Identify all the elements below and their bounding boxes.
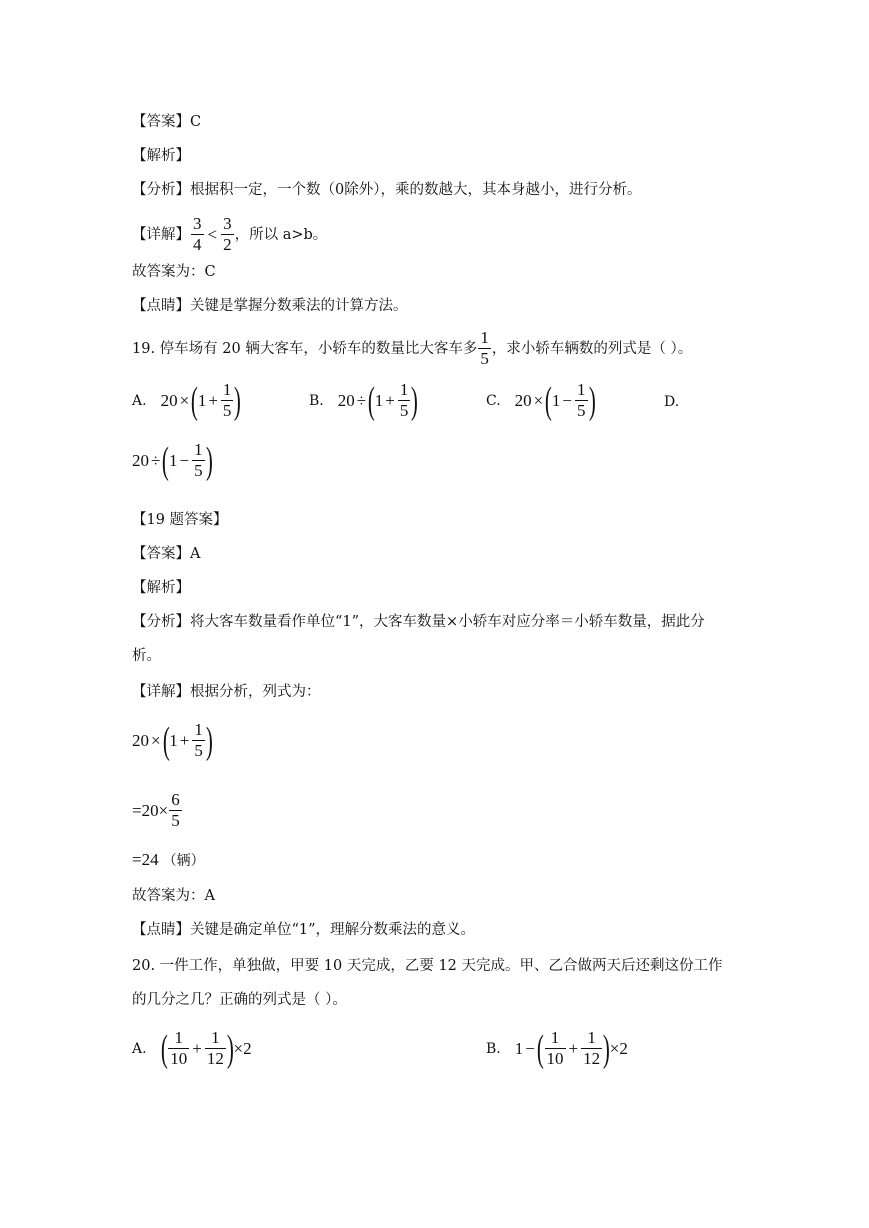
left-paren: ( <box>191 379 198 422</box>
q20-option-a-frac1 <box>168 1028 189 1069</box>
q18-lt: < <box>207 224 218 244</box>
q19-option-c[interactable] <box>486 380 595 421</box>
q19-option-b-frac <box>398 380 411 421</box>
frac-den: 5 <box>222 401 232 420</box>
q19-option-d-op: ÷ <box>151 450 161 470</box>
q19-step2-frac <box>169 790 182 831</box>
left-paren: ( <box>160 1027 168 1070</box>
right-paren: ) <box>602 1027 610 1070</box>
q20-option-a-label: A. <box>132 1040 147 1057</box>
q19-option-c-op: × <box>533 390 544 410</box>
q20-option-b-pre: 1 <box>514 1038 524 1058</box>
q18-detail-prefix: 【详解】 <box>132 226 190 243</box>
frac-den: 5 <box>171 811 180 830</box>
right-paren: ) <box>411 379 419 422</box>
q19-option-d-label[interactable]: D. <box>664 394 680 410</box>
frac-den: 5 <box>194 741 203 760</box>
q19-step3-unit: （辆） <box>162 853 205 869</box>
frac-den: 5 <box>399 401 409 420</box>
q19-option-d-inner: 1 <box>169 450 178 470</box>
q20-option-b-k: 2 <box>619 1038 628 1058</box>
q19-option-a-frac <box>221 380 234 421</box>
q18-frac2 <box>221 214 234 255</box>
q18-frac1-num: 3 <box>193 214 202 233</box>
q20-option-a-frac2 <box>205 1028 226 1069</box>
q19-stem-frac <box>478 328 491 369</box>
q20-option-b-times: × <box>609 1038 620 1058</box>
q19-step2 <box>132 790 183 831</box>
frac-den: 12 <box>206 1049 224 1068</box>
q19-comment: 【点睛】关键是确定单位“1”，理解分数乘法的意义。 <box>132 922 476 938</box>
frac-num: 1 <box>550 1028 560 1047</box>
frac-num: 1 <box>577 380 586 399</box>
q18-frac1-den: 4 <box>193 235 202 254</box>
q19-analysis-line2: 析。 <box>132 648 161 664</box>
q19-stem-frac-num: 1 <box>480 328 489 347</box>
q18-answer: 【答案】C <box>132 114 202 130</box>
q19-option-b-sign: + <box>385 390 395 410</box>
left-paren: ( <box>162 439 170 482</box>
q19-stem-frac-den: 5 <box>480 349 489 368</box>
q18-detail-suffix: ，所以 a>b。 <box>234 226 328 243</box>
q19-option-a[interactable] <box>132 380 241 421</box>
q19-option-b-op: ÷ <box>356 390 367 410</box>
q20-stem-line2: 的几分之几？正确的列式是（ ）。 <box>132 992 347 1008</box>
q18-frac1 <box>191 214 204 255</box>
q18-analysis: 【分析】根据积一定，一个数（0除外），乘的数越大，其本身越小，进行分析。 <box>132 182 642 198</box>
q19-answer: 【答案】A <box>132 546 201 562</box>
q18-frac2-num: 3 <box>223 214 232 233</box>
left-paren: ( <box>545 379 553 422</box>
q18-analysis-head: 【解析】 <box>132 148 190 164</box>
left-paren: ( <box>367 379 375 422</box>
q19-step3 <box>132 850 205 870</box>
frac-num: 6 <box>171 790 180 809</box>
q19-option-d-sign: − <box>179 450 190 470</box>
frac-num: 1 <box>222 380 232 399</box>
left-paren: ( <box>162 719 170 762</box>
q20-option-a[interactable] <box>132 1028 252 1069</box>
q18-detail <box>132 214 327 255</box>
q19-step3-value: =24 <box>132 850 159 869</box>
q19-step1-inner: 1 <box>169 730 178 750</box>
q19-step1-frac <box>192 720 205 761</box>
q19-option-c-sign: − <box>562 390 573 410</box>
q19-detail: 【详解】根据分析，列式为： <box>132 684 321 700</box>
q19-option-a-n: 20 <box>160 390 178 410</box>
q19-analysis-head: 【解析】 <box>132 580 190 596</box>
q19-option-c-frac <box>575 380 588 421</box>
frac-num: 1 <box>174 1028 183 1047</box>
frac-den: 5 <box>577 401 586 420</box>
frac-num: 1 <box>587 1028 596 1047</box>
q19-option-d[interactable] <box>132 440 212 481</box>
frac-num: 1 <box>211 1028 220 1047</box>
q19-step2-pre: =20× <box>132 800 169 820</box>
q20-option-a-plus: + <box>192 1038 202 1058</box>
q19-option-b-label: B. <box>309 392 324 409</box>
q18-conclusion: 故答案为：C <box>132 264 216 280</box>
q18-comment: 【点睛】关键是掌握分数乘法的计算方法。 <box>132 298 408 314</box>
q18-frac2-den: 2 <box>223 235 232 254</box>
q19-stem-post: ，求小轿车辆数的列式是（ ）。 <box>491 340 693 357</box>
q19-stem <box>132 328 692 369</box>
right-paren: ) <box>205 719 213 762</box>
right-paren: ) <box>588 379 596 422</box>
q19-stem-pre: 19. 停车场有 20 辆大客车，小轿车的数量比大客车多 <box>132 340 478 357</box>
q20-option-b-frac1 <box>545 1028 566 1069</box>
q19-option-c-label: C. <box>486 392 501 409</box>
q20-stem-line1: 20. 一件工作，单独做，甲要 10 天完成，乙要 12 天完成。甲、乙合做两天后还剩这份工作 <box>132 958 723 974</box>
frac-den: 12 <box>583 1049 601 1068</box>
q20-option-b-plus: + <box>568 1038 579 1058</box>
q19-option-c-n: 20 <box>514 390 532 410</box>
q19-step1 <box>132 720 213 761</box>
left-paren: ( <box>536 1027 544 1070</box>
q19-option-a-op: × <box>179 390 190 410</box>
q19-step1-n: 20 <box>132 730 149 750</box>
frac-den: 10 <box>170 1049 188 1068</box>
q19-analysis-line1: 【分析】将大客车数量看作单位“1”，大客车数量×小轿车对应分率＝小轿车数量，据此分 <box>132 614 705 630</box>
frac-den: 5 <box>194 461 203 480</box>
q19-option-c-inner: 1 <box>551 390 561 410</box>
q20-option-b-frac2 <box>581 1028 602 1069</box>
frac-den: 10 <box>546 1049 564 1068</box>
q19-option-a-inner: 1 <box>197 390 207 410</box>
q19-option-b-n: 20 <box>337 390 355 410</box>
q20-option-b-minus: − <box>525 1038 535 1058</box>
q20-option-a-times: × <box>233 1038 244 1058</box>
q19-option-d-n: 20 <box>132 450 149 470</box>
right-paren: ) <box>234 379 242 422</box>
frac-num: 1 <box>399 380 409 399</box>
q19-step1-op: × <box>151 730 161 750</box>
q19-option-a-label: A. <box>132 392 147 409</box>
q19-option-d-frac <box>192 440 205 481</box>
frac-num: 1 <box>194 440 203 459</box>
q20-option-b-label: B. <box>486 1040 501 1057</box>
frac-num: 1 <box>194 720 203 739</box>
q19-option-b[interactable] <box>309 380 418 421</box>
q19-step1-sign: + <box>179 730 190 750</box>
q19-option-b-inner: 1 <box>374 390 384 410</box>
q19-option-a-sign: + <box>208 390 218 410</box>
q20-option-a-k: 2 <box>243 1038 252 1058</box>
q20-option-b[interactable] <box>486 1028 628 1069</box>
q19-conclusion: 故答案为：A <box>132 888 215 904</box>
q19-head: 【19 题答案】 <box>132 512 228 528</box>
right-paren: ) <box>205 439 213 482</box>
right-paren: ) <box>226 1027 234 1070</box>
